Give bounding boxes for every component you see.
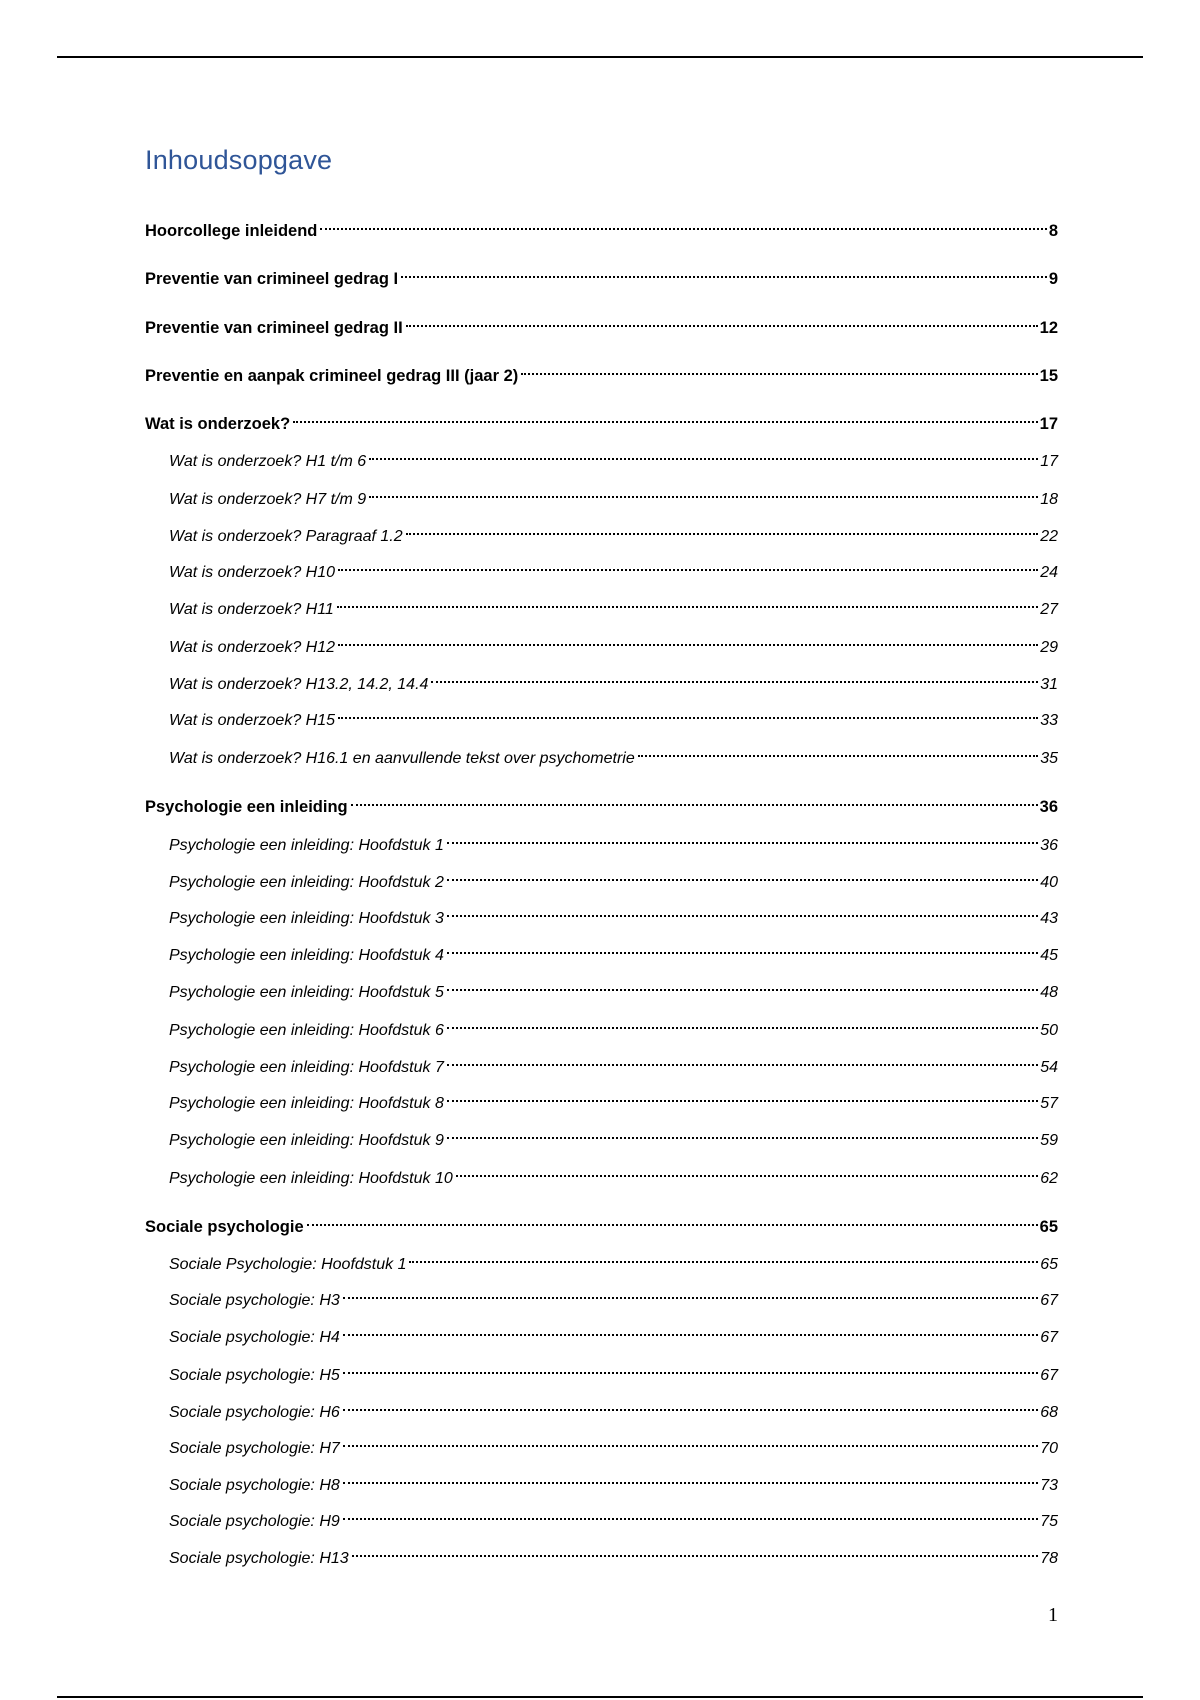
toc-entry-page: 36: [1039, 798, 1058, 816]
toc-entry-title: Sociale psychologie: H4: [169, 1329, 340, 1346]
toc-dot-leader: [447, 855, 1038, 881]
toc-entry-page: 43: [1040, 910, 1058, 927]
toc-dot-leader: [521, 349, 1037, 375]
toc-entry-section[interactable]: [169, 1354, 1058, 1384]
toc-entry-title: Psychologie een inleiding: Hoofdstuk 9: [169, 1132, 444, 1149]
toc-entry-page: 67: [1040, 1292, 1058, 1309]
toc-entry-page: 18: [1040, 491, 1058, 508]
toc-entry-page: 67: [1040, 1367, 1058, 1384]
toc-entry-page: 17: [1039, 415, 1058, 433]
toc-entry-section[interactable]: [169, 1119, 1058, 1149]
toc-entry-page: 62: [1040, 1170, 1058, 1187]
toc-dot-leader: [343, 1494, 1038, 1520]
toc-dot-leader: [406, 509, 1039, 535]
toc-entry-title: Preventie van crimineel gedrag I: [145, 270, 399, 288]
toc-entry-section[interactable]: [169, 824, 1058, 854]
toc-dot-leader: [447, 1040, 1038, 1066]
toc-entry-section[interactable]: [169, 1464, 1058, 1494]
toc-entry-page: 15: [1039, 367, 1058, 385]
toc-entry-page: 73: [1040, 1477, 1058, 1494]
toc-entry-page: 12: [1039, 319, 1058, 337]
toc-entry-title: Psychologie een inleiding: [145, 798, 348, 816]
toc-entry-title: Sociale psychologie: H13: [169, 1550, 349, 1567]
toc-entry-section[interactable]: [169, 1009, 1058, 1039]
toc-dot-leader: [343, 1421, 1038, 1447]
toc-dot-leader: [431, 657, 1038, 683]
toc-entry-page: 27: [1040, 601, 1058, 618]
toc-dot-leader: [369, 434, 1038, 460]
toc-dot-leader: [343, 1385, 1038, 1411]
toc-entry-section[interactable]: [169, 1391, 1058, 1421]
toc-entry-page: 78: [1040, 1550, 1058, 1567]
toc-entry-page: 67: [1040, 1329, 1058, 1346]
toc-entry-section[interactable]: [169, 1316, 1058, 1346]
toc-dot-leader: [406, 301, 1038, 327]
toc-entry-title: Psychologie een inleiding: Hoofdstuk 10: [169, 1170, 453, 1187]
toc-entry-title: Psychologie een inleiding: Hoofdstuk 7: [169, 1059, 444, 1076]
toc-dot-leader: [447, 818, 1038, 844]
toc-entry-page: 45: [1040, 947, 1058, 964]
toc-dot-leader: [369, 472, 1038, 498]
toc-entry-section[interactable]: [169, 897, 1058, 927]
toc-entry-chapter[interactable]: [145, 1206, 1058, 1236]
toc-entry-title: Sociale psychologie: [145, 1218, 304, 1236]
toc-entry-chapter[interactable]: [145, 355, 1058, 385]
toc-entry-chapter[interactable]: [145, 786, 1058, 816]
toc-entry-page: 65: [1040, 1256, 1058, 1273]
toc-dot-leader: [293, 397, 1037, 423]
footer-rule: [57, 1696, 1143, 1698]
toc-entry-section[interactable]: [169, 515, 1058, 545]
toc-entry-title: Psychologie een inleiding: Hoofdstuk 8: [169, 1095, 444, 1112]
toc-entry-section[interactable]: [169, 1427, 1058, 1457]
toc-entry-title: Preventie en aanpak crimineel gedrag III (jaar 2): [145, 367, 519, 385]
toc-entry-section[interactable]: [169, 1243, 1058, 1273]
toc-dot-leader: [409, 1237, 1038, 1263]
toc-entry-title: Wat is onderzoek? H15: [169, 712, 336, 729]
toc-entry-page: 33: [1040, 712, 1058, 729]
toc-dot-leader: [351, 780, 1038, 806]
toc-entry-page: 29: [1040, 639, 1058, 656]
toc-entry-title: Wat is onderzoek? H1 t/m 6: [169, 453, 367, 470]
toc-entry-section[interactable]: [169, 971, 1058, 1001]
page-number: 1: [1048, 1604, 1058, 1626]
toc-entry-section[interactable]: [169, 1157, 1058, 1187]
toc-entry-page: 17: [1040, 453, 1058, 470]
toc-entry-title: Sociale psychologie: H5: [169, 1367, 340, 1384]
toc-entry-title: Wat is onderzoek? H7 t/m 9: [169, 491, 367, 508]
toc-entry-title: Wat is onderzoek? H10: [169, 564, 336, 581]
toc-entry-section[interactable]: [169, 861, 1058, 891]
toc-entry-section[interactable]: [169, 934, 1058, 964]
toc-entry-chapter[interactable]: [145, 210, 1058, 240]
toc-entry-page: 68: [1040, 1404, 1058, 1421]
toc-entry-section[interactable]: [169, 551, 1058, 581]
toc-dot-leader: [307, 1200, 1038, 1226]
toc-dot-leader: [338, 620, 1038, 646]
toc-entry-page: 75: [1040, 1513, 1058, 1530]
toc-entry-title: Psychologie een inleiding: Hoofdstuk 2: [169, 874, 444, 891]
toc-dot-leader: [338, 545, 1038, 571]
toc-dot-leader: [456, 1151, 1038, 1177]
toc-entry-page: 36: [1040, 837, 1058, 854]
toc-entry-title: Wat is onderzoek?: [145, 415, 291, 433]
toc-entry-title: Sociale psychologie: H3: [169, 1292, 340, 1309]
toc-entry-section[interactable]: [169, 626, 1058, 656]
toc-entry-title: Psychologie een inleiding: Hoofdstuk 1: [169, 837, 444, 854]
toc-entry-section[interactable]: [169, 478, 1058, 508]
toc-entry-chapter[interactable]: [145, 258, 1058, 288]
toc-entry-title: Sociale psychologie: H6: [169, 1404, 340, 1421]
toc-entry-section[interactable]: [169, 588, 1058, 618]
toc-dot-leader: [343, 1458, 1038, 1484]
toc-entry-chapter[interactable]: [145, 307, 1058, 337]
toc-entry-section[interactable]: [169, 737, 1058, 767]
toc-entry-title: Hoorcollege inleidend: [145, 222, 318, 240]
toc-dot-leader: [638, 731, 1038, 757]
toc-heading: Inhoudsopgave: [145, 145, 333, 175]
toc-entry-title: Psychologie een inleiding: Hoofdstuk 4: [169, 947, 444, 964]
toc-entry-page: 31: [1040, 676, 1058, 693]
toc-dot-leader: [447, 1076, 1038, 1102]
toc-entry-section[interactable]: [169, 663, 1058, 693]
toc-dot-leader: [343, 1310, 1038, 1336]
toc-entry-section[interactable]: [169, 1500, 1058, 1530]
toc-entry-title: Sociale psychologie: H7: [169, 1440, 340, 1457]
toc-entry-section[interactable]: [169, 1279, 1058, 1309]
toc-entry-title: Preventie van crimineel gedrag II: [145, 319, 403, 337]
toc-dot-leader: [343, 1273, 1038, 1299]
toc-entry-page: 54: [1040, 1059, 1058, 1076]
toc-entry-title: Wat is onderzoek? H13.2, 14.2, 14.4: [169, 676, 429, 693]
toc-entry-title: Wat is onderzoek? H12: [169, 639, 336, 656]
toc-entry-page: 22: [1040, 528, 1058, 545]
toc-entry-section[interactable]: [169, 440, 1058, 470]
toc-dot-leader: [447, 965, 1038, 991]
toc-entry-page: 65: [1039, 1218, 1058, 1236]
toc-entry-page: 70: [1040, 1440, 1058, 1457]
toc-entry-title: Sociale Psychologie: Hoofdstuk 1: [169, 1256, 407, 1273]
toc-entry-title: Wat is onderzoek? H16.1 en aanvullende tekst over psychometrie: [169, 750, 635, 767]
toc-entry-page: 50: [1040, 1022, 1058, 1039]
toc-entry-page: 40: [1040, 874, 1058, 891]
toc-entry-title: Psychologie een inleiding: Hoofdstuk 6: [169, 1022, 444, 1039]
toc-entry-title: Sociale psychologie: H8: [169, 1477, 340, 1494]
toc-dot-leader: [447, 891, 1038, 917]
toc-entry-page: 35: [1040, 750, 1058, 767]
toc-dot-leader: [447, 928, 1038, 954]
toc-entry-title: Psychologie een inleiding: Hoofdstuk 5: [169, 984, 444, 1001]
toc-entry-section[interactable]: [169, 1537, 1058, 1567]
toc-entry-page: 8: [1048, 222, 1058, 240]
toc-entry-section[interactable]: [169, 1082, 1058, 1112]
toc-entry-section[interactable]: [169, 1046, 1058, 1076]
toc-dot-leader: [401, 252, 1047, 278]
toc-dot-leader: [343, 1348, 1038, 1374]
toc-entry-page: 9: [1048, 270, 1058, 288]
header-rule: [57, 56, 1143, 58]
toc-dot-leader: [338, 693, 1038, 719]
toc-entry-page: 57: [1040, 1095, 1058, 1112]
toc-entry-title: Psychologie een inleiding: Hoofdstuk 3: [169, 910, 444, 927]
toc-dot-leader: [337, 582, 1038, 608]
toc-dot-leader: [447, 1113, 1038, 1139]
toc-entry-chapter[interactable]: [145, 403, 1058, 433]
toc-entry-page: 24: [1040, 564, 1058, 581]
toc-entry-page: 48: [1040, 984, 1058, 1001]
toc-dot-leader: [320, 204, 1046, 230]
toc-entry-title: Wat is onderzoek? Paragraaf 1.2: [169, 528, 403, 545]
toc-entry-title: Sociale psychologie: H9: [169, 1513, 340, 1530]
toc-entry-title: Wat is onderzoek? H11: [169, 601, 334, 618]
toc-entry-page: 59: [1040, 1132, 1058, 1149]
toc-dot-leader: [447, 1003, 1038, 1029]
toc-dot-leader: [352, 1531, 1039, 1557]
toc-entry-section[interactable]: [169, 699, 1058, 729]
